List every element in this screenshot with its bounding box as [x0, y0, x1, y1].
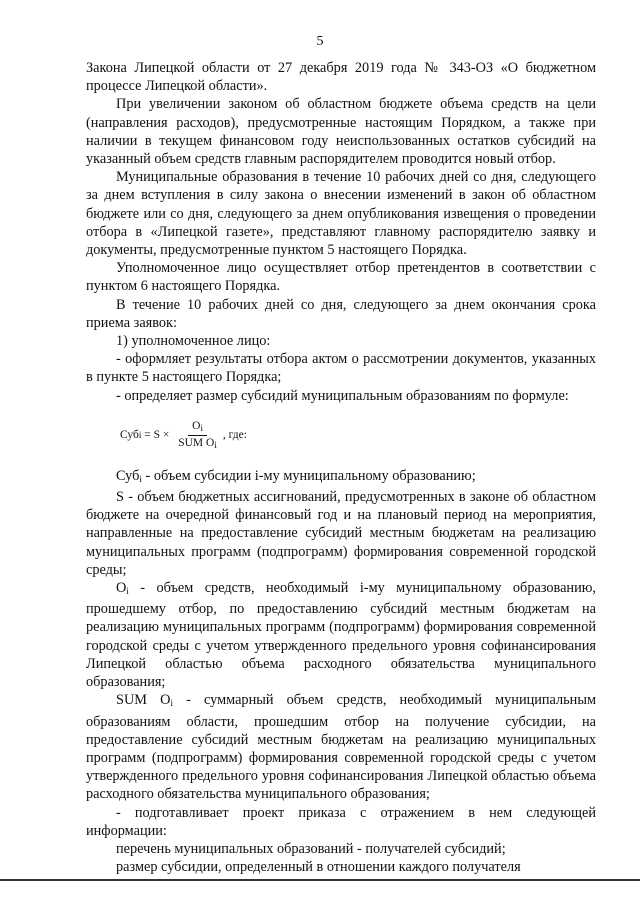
definition-sub — [86, 467, 596, 488]
formula-lhs: Суб — [120, 429, 139, 442]
paragraph: При увеличении законом об областном бюджете объема средств на цели (направления расходов), предусмотренные настоящим Порядком, а также при наличии в текущем финансовом году неиспользованных остатков субсидий на указанный объем средств главным распорядителем проводится новый отбор. — [86, 96, 596, 168]
formula-tail: , где: — [222, 429, 247, 442]
paragraph: размер субсидии, определенный в отношении каждого получателя — [116, 859, 521, 876]
formula-eq: = S × — [141, 429, 173, 442]
formula-denominator: SUM O — [178, 436, 215, 449]
formula-lhs-subscript: i — [138, 430, 142, 441]
paragraph: - подготавливает проект приказа с отражением в нем следующей информации: — [86, 804, 596, 839]
definition-term-subscript: i — [170, 698, 173, 709]
definition-term: Суб — [116, 467, 140, 484]
formula-denominator-subscript: i — [214, 439, 217, 450]
paragraph: перечень муниципальных образований - получателей субсидий; — [116, 840, 506, 857]
document-body — [86, 59, 596, 876]
page-bottom-line — [0, 879, 640, 881]
subsidy-formula — [86, 405, 596, 467]
definition-text: - суммарный объем средств, необходимый муниципальным образованиям области, прошедшим отбор на получение субсидии, на предоставление субсидий местным бюджетам на реализацию муниципальных программ (подпрограмм) формирования современной городской среды с учетом утвержденного предельного уровня софинансирования Липецкой областью объема расходного обязательства муниципального образования; — [86, 692, 596, 803]
paragraph: Муниципальные образования в течение 10 рабочих дней со дня, следующего за днем вступления в силу закона о внесении изменений в закон об областном бюджете или со дня, следующего за днем опубликования извещения о проведении отбора в «Липецкой газете», представляют главному распорядителю заявку и документы, предусмотренные пунктом 5 настоящего Порядка. — [86, 169, 596, 259]
paragraph: - оформляет результаты отбора актом о рассмотрении документов, указанных в пункте 5 настоящего Порядка; — [86, 351, 596, 386]
formula-numerator: O — [192, 419, 201, 432]
definition-text: - объем субсидии i-му муниципальному образованию; — [141, 467, 476, 484]
definition-term-subscript: i — [126, 586, 129, 597]
formula-numerator-subscript: i — [200, 422, 203, 433]
definition-sum-oi — [86, 691, 596, 803]
paragraph: Уполномоченное лицо осуществляет отбор претендентов в соответствии с пунктом 6 настоящего Порядка. — [86, 260, 596, 295]
definition-term: SUM O — [116, 692, 171, 709]
definition-term-subscript: i — [139, 473, 142, 484]
paragraph: - определяет размер субсидий муниципальным образованиям по формуле: — [116, 387, 569, 404]
page-number: 5 — [316, 34, 324, 49]
definition-s: S - объем бюджетных ассигнований, предусмотренных в законе об областном бюджете на очередной финансовый год и на плановый период на мероприятия, направленные на предоставление субсидий местным бюджетам на реализацию муниципальных программ (подпрограмм) формирования современной городской среды; — [86, 489, 596, 578]
definition-term: O — [116, 580, 127, 597]
definition-text: - объем средств, необходимый i-му муниципальному образованию, прошедшему отбор, по предоставлению субсидий местным бюджетам на реализацию муниципальных программ (подпрограмм) формирования современной городской среды с учетом утвержденного предельного уровня софинансирования Липецкой областью объема расходного обязательства муниципального образования; — [86, 580, 596, 691]
formula-fraction — [174, 419, 221, 452]
definition-oi — [86, 579, 596, 691]
paragraph: В течение 10 рабочих дней со дня, следующего за днем окончания срока приема заявок: — [86, 296, 596, 331]
paragraph: Закона Липецкой области от 27 декабря 2019 года № 343-ОЗ «О бюджетном процессе Липецкой области». — [86, 60, 596, 95]
paragraph: 1) уполномоченное лицо: — [116, 333, 271, 350]
